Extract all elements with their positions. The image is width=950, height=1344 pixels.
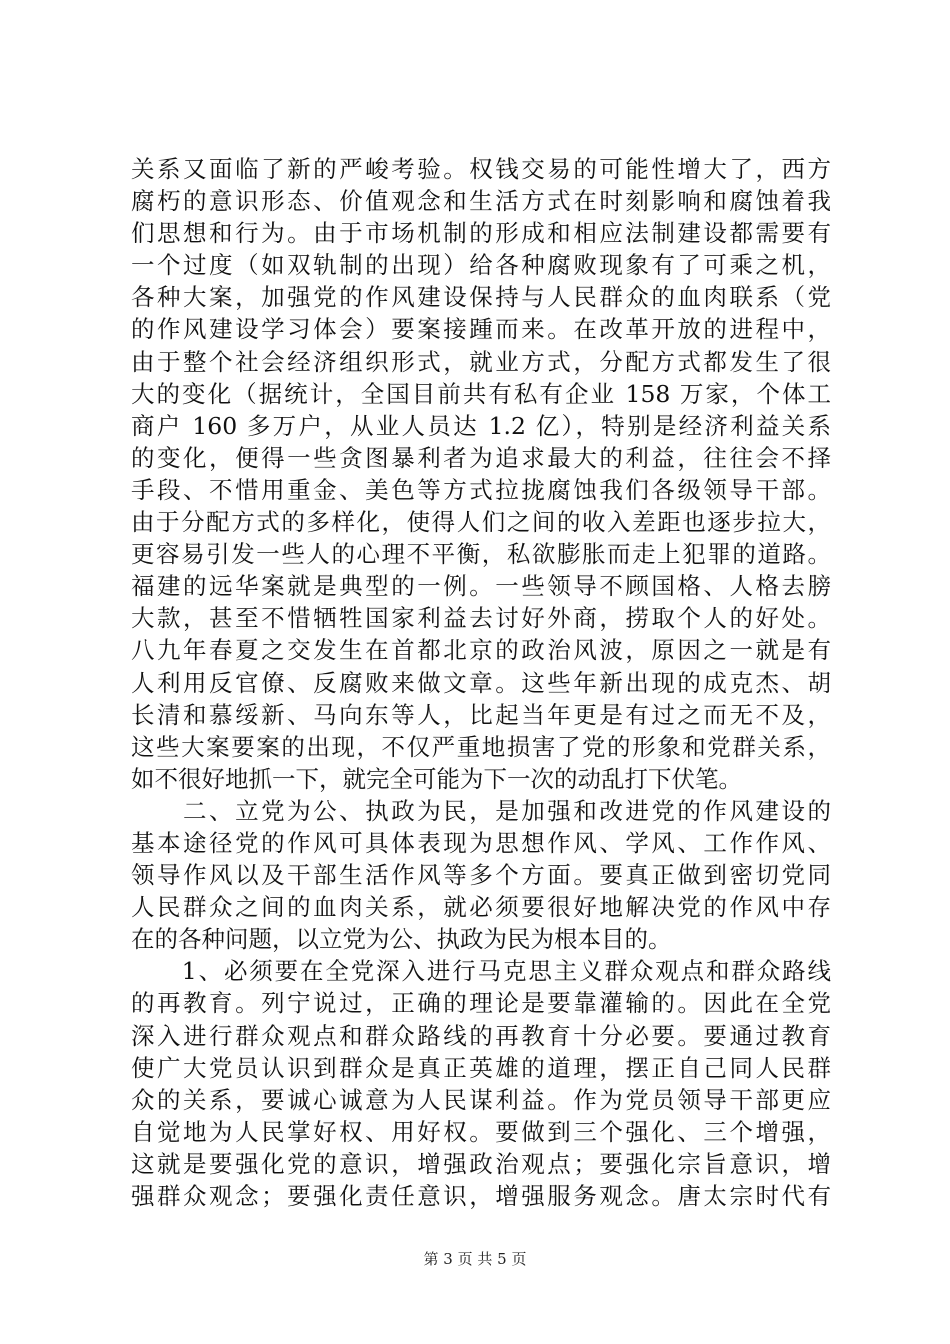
paragraph-start-line: 1、必须要在全党深入进行马克思主义群众观点和群众路线 [131,957,831,986]
text-line: 腐朽的意识形态、价值观念和生活方式在时刻影响和腐蚀着我 [131,187,831,216]
text-line: 的作风建设学习体会）要案接踵而来。在改革开放的进程中， [131,315,831,344]
text-line: 由于整个社会经济组织形式，就业方式，分配方式都发生了很 [131,347,831,376]
text-line: 们思想和行为。由于市场机制的形成和相应法制建设都需要有 [131,219,831,248]
text-line: 一个过度（如双轨制的出现）给各种腐败现象有了可乘之机， [131,251,831,280]
text-line: 众的关系，要诚心诚意为人民谋利益。作为党员领导干部更应 [131,1085,831,1114]
text-line: 的变化，便得一些贪图暴利者为追求最大的利益，往往会不择 [131,443,831,472]
text-line: 关系又面临了新的严峻考验。权钱交易的可能性增大了，西方 [131,155,831,183]
text-line: 基本途径党的作风可具体表现为思想作风、学风、工作作风、 [131,828,831,857]
text-line: 人民群众之间的血肉关系，就必须要很好地解决党的作风中存 [131,893,831,922]
page-number-label: 第 3 页 共 5 页 [423,1250,527,1268]
text-line: 领导作风以及干部生活作风等多个方面。要真正做到密切党同 [131,861,831,890]
text-line: 自觉地为人民掌好权、用好权。要做到三个强化、三个增强， [131,1117,831,1146]
text-line: 如不很好地抓一下，就完全可能为下一次的动乱打下伏笔。 [131,764,742,793]
paragraph-start-line: 二、立党为公、执政为民，是加强和改进党的作风建设的 [131,796,831,825]
text-line: 的再教育。列宁说过，正确的理论是要靠灌输的。因此在全党 [131,989,831,1018]
text-line: 大款，甚至不惜牺牲国家利益去讨好外商，捞取个人的好处。 [131,604,831,633]
text-line: 手段、不惜用重金、美色等方式拉拢腐蚀我们各级领导干部。 [131,475,831,504]
text-line: 强群众观念；要强化责任意识，增强服务观念。唐太宗时代有 [131,1182,831,1210]
text-line: 大的变化（据统计，全国目前共有私有企业 158 万家，个体工 [131,379,831,408]
text-line: 这些大案要案的出现，不仅严重地损害了党的形象和党群关系， [131,732,831,761]
text-line: 在的各种问题，以立党为公、执政为民为根本目的。 [131,925,672,954]
text-line: 八九年春夏之交发生在首都北京的政治风波，原因之一就是有 [131,636,831,665]
text-line: 更容易引发一些人的心理不平衡，私欲膨胀而走上犯罪的道路。 [131,540,831,569]
text-line: 使广大党员认识到群众是真正英雄的道理，摆正自己同人民群 [131,1053,831,1082]
text-line: 人利用反官僚、反腐败来做文章。这些年新出现的成克杰、胡 [131,668,831,697]
text-line: 商户 160 多万户，从业人员达 1.2 亿），特别是经济利益关系 [131,411,831,440]
text-line: 这就是要强化党的意识，增强政治观点；要强化宗旨意识，增 [131,1149,831,1178]
page-footer [0,1248,950,1269]
text-line: 深入进行群众观点和群众路线的再教育十分必要。要通过教育 [131,1021,831,1050]
text-line: 福建的远华案就是典型的一例。一些领导不顾国格、人格去膀 [131,572,831,601]
text-line: 由于分配方式的多样化，使得人们之间的收入差距也逐步拉大， [131,508,831,537]
text-line: 长清和慕绥新、马向东等人，比起当年更是有过之而无不及， [131,700,831,729]
document-body [131,153,831,1212]
text-line: 各种大案，加强党的作风建设保持与人民群众的血肉联系（党 [131,283,831,312]
